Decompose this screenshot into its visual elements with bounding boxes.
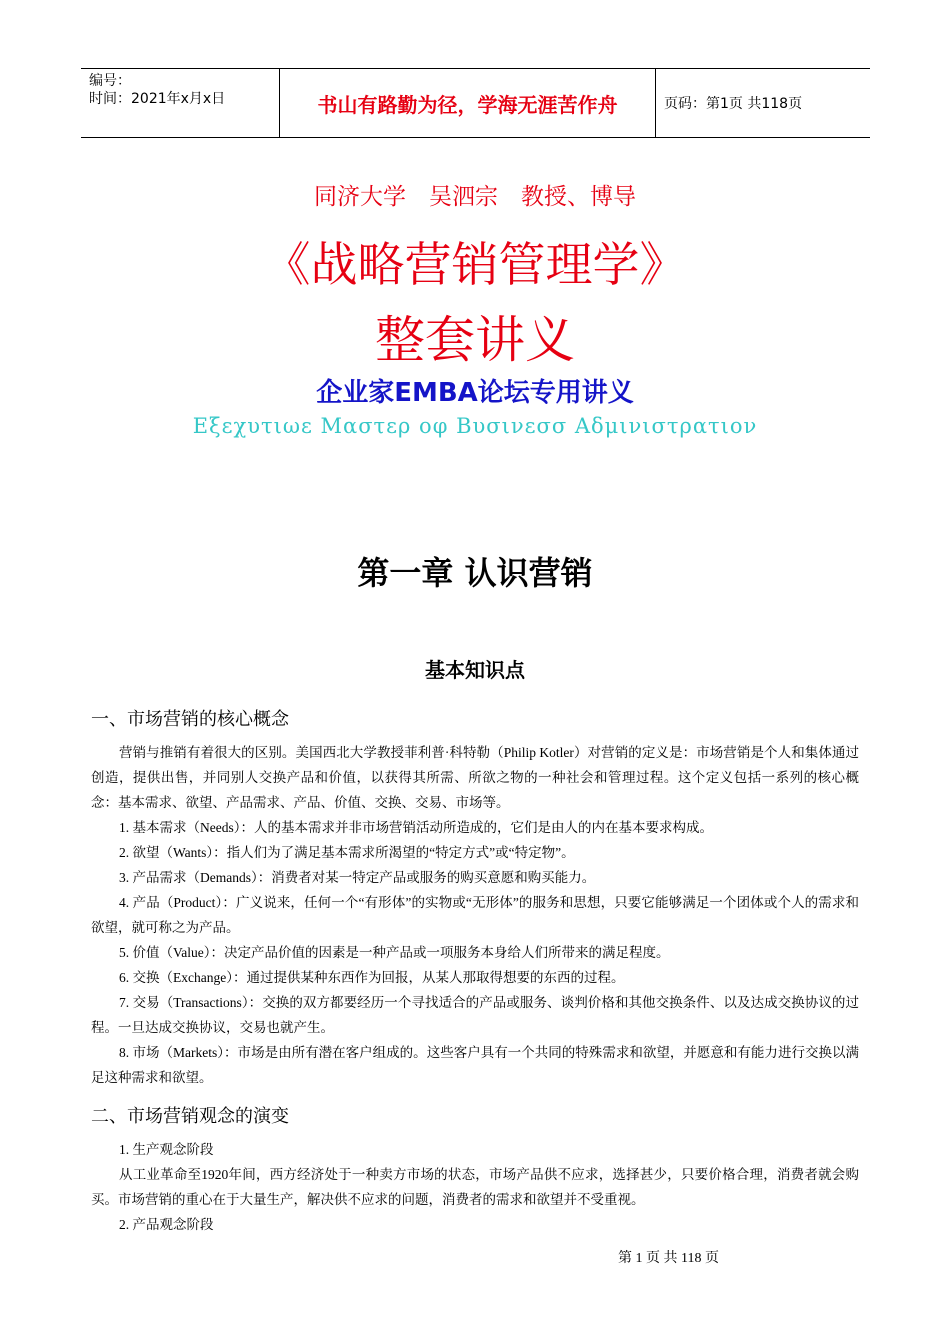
section2-heading: 二、市场营销观念的演变 [91, 1106, 289, 1127]
paragraph: 8. 市场（Markets）：市场是由所有潜在客户组成的。这些客户具有一个共同的特殊需求和欲望，并愿意和有能力进行交换以满足这种需求和欲望。 [91, 1045, 859, 1085]
paragraph: 2. 产品观念阶段 [119, 1217, 214, 1232]
paragraph: 2. 欲望（Wants）：指人们为了满足基本需求所渴望的“特定方式”或“特定物”。 [119, 845, 575, 860]
header-page-info: 页码：第1页 共118页 [664, 96, 803, 112]
document-title: 《战略营销管理学》 [263, 238, 687, 293]
section1-body [91, 740, 859, 1090]
section1-heading: 一、市场营销的核心概念 [91, 709, 289, 730]
header-meta [81, 69, 280, 137]
english-subtitle: Εξεχυτιωε Μαστερ οφ Βυσινεσσ Αδμινιστρατιον [192, 414, 758, 438]
paragraph: 1. 生产观念阶段 [119, 1142, 214, 1157]
document-title-line2: 整套讲义 [375, 311, 575, 369]
section2-body [91, 1137, 859, 1237]
paragraph: 1. 基本需求（Needs）：人的基本需求并非市场营销活动所造成的，它们是由人的内在基本要求构成。 [119, 820, 713, 835]
chapter-title: 第一章 认识营销 [357, 554, 593, 592]
header-table [81, 68, 870, 138]
paragraph: 6. 交换（Exchange）：通过提供某种东西作为回报，从某人那取得想要的东西的过程。 [119, 970, 625, 985]
paragraph: 4. 产品（Product）：广义说来，任何一个“有形体”的实物或“无形体”的服务和思想，只要它能够满足一个团体或个人的需求和欲望，就可称之为产品。 [91, 895, 859, 935]
page-footer: 第 1 页 共 118 页 [618, 1251, 719, 1266]
paragraph: 3. 产品需求（Demands）：消费者对某一特定产品或服务的购买意愿和购买能力。 [119, 870, 596, 885]
chapter-heading: 基本知识点 [425, 658, 525, 682]
paragraph: 5. 价值（Value）：决定产品价值的因素是一种产品或一项服务本身给人们所带来的满足程度。 [119, 945, 670, 960]
paragraph: 7. 交易（Transactions）：交换的双方都要经历一个寻找适合的产品或服务、谈判价格和其他交换条件、以及达成交换协议的过程。一旦达成交换协议，交易也就产生。 [91, 995, 859, 1035]
code-label: 编号： [89, 73, 131, 89]
header-motto: 书山有路勤为径，学海无涯苦作舟 [280, 69, 656, 137]
paragraph: 营销与推销有着很大的区别。美国西北大学教授菲利普·科特勒（Philip Kotler）对营销的定义是：市场营销是个人和集体通过创造，提供出售，并同别人交换产品和价值，以获得其所需、所欲之物的一种社会和管理过程。这个定义包括一系列的核心概念：基本需求、欲望、产品需求、产品、价值、交换、交易、市场等。 [91, 745, 859, 810]
document-subtitle: 企业家EMBA论坛专用讲义 [316, 378, 634, 408]
time-label: 时间：2021年x月x日 [89, 91, 226, 107]
author-line: 同济大学 吴泗宗 教授、博导 [314, 184, 636, 210]
paragraph: 从工业革命至1920年间，西方经济处于一种卖方市场的状态，市场产品供不应求，选择甚少，只要价格合理，消费者就会购买。市场营销的重心在于大量生产，解决供不应求的问题，消费者的需求和欲望并不受重视。 [91, 1167, 859, 1207]
